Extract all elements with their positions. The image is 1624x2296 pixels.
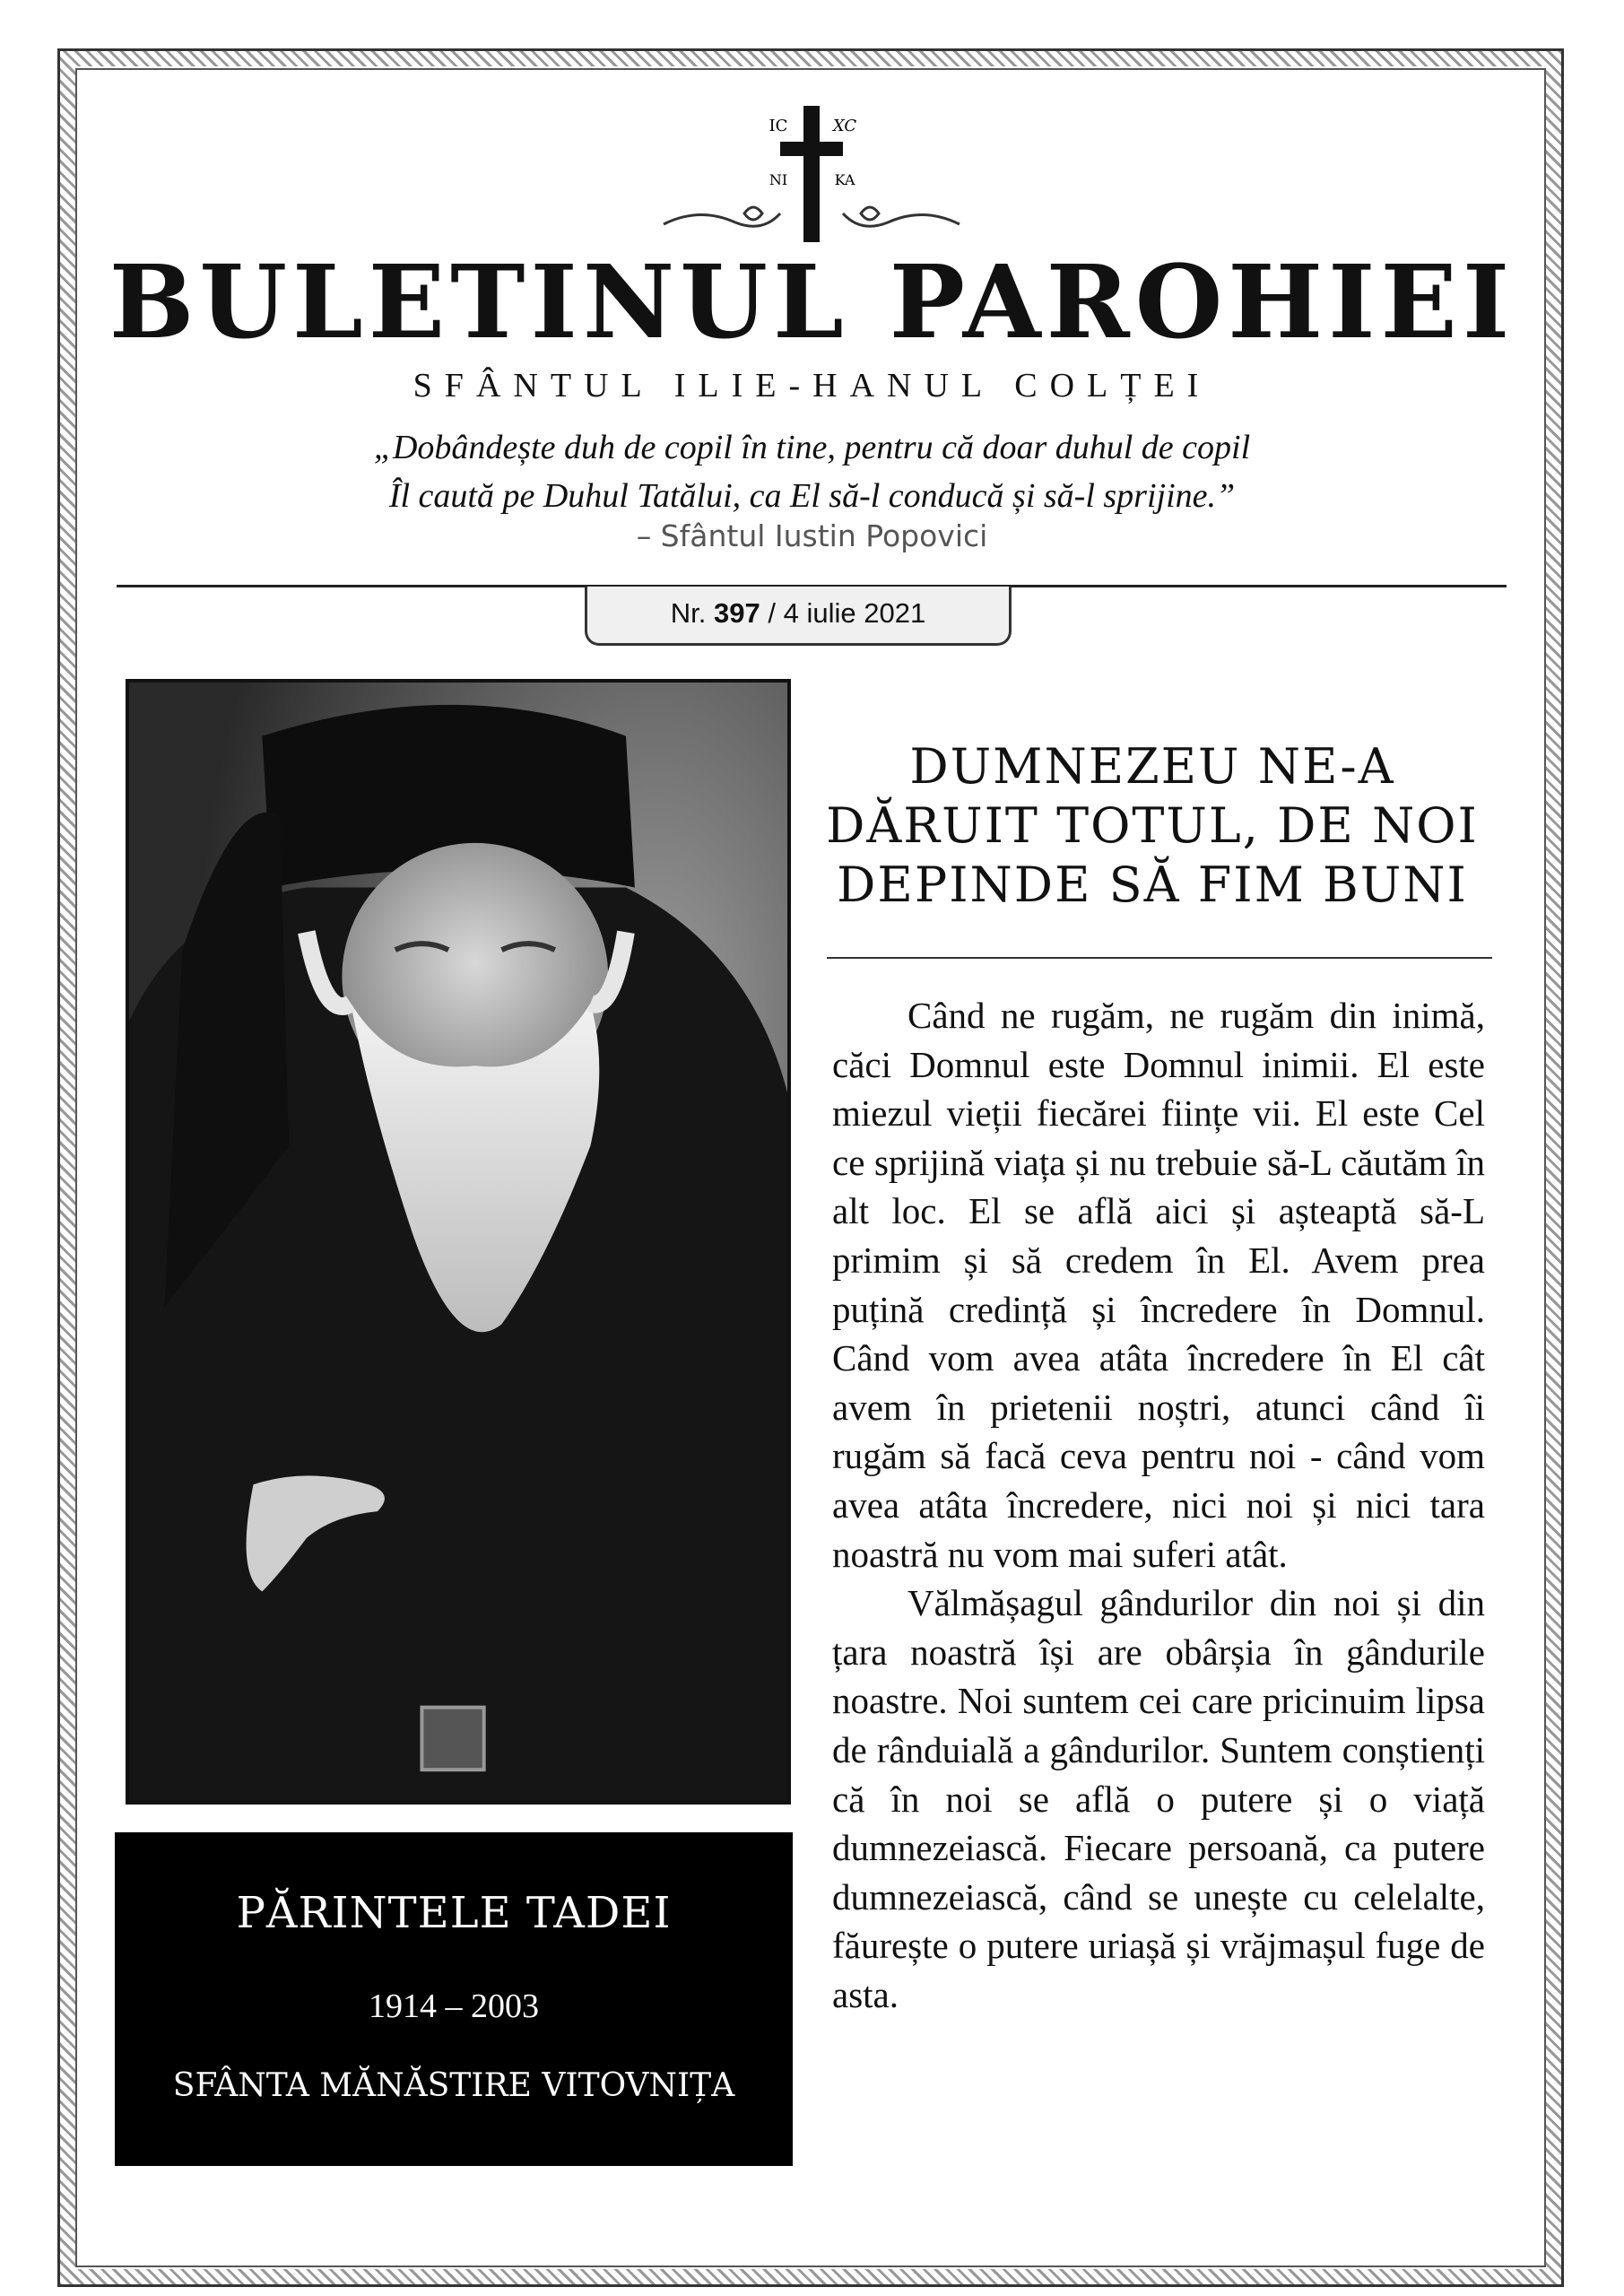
quote-line-2: Îl caută pe Duhul Tatălui, ca El să-l conducă și să-l sprijine.” — [388, 477, 1236, 515]
issue-number: 397 — [714, 597, 760, 629]
issue-prefix: Nr. — [670, 597, 707, 629]
issue-date: / 4 iulie 2021 — [760, 597, 926, 629]
article-title — [825, 737, 1480, 915]
quote-line-1: „Dobândește duh de copil în tine, pentru că doar duhul de copil — [373, 429, 1251, 466]
caption-years: 1914 – 2003 — [369, 1987, 539, 2025]
portrait-caption — [115, 1832, 793, 2166]
svg-text:IC: IC — [769, 117, 788, 135]
issue-tab — [585, 587, 1012, 646]
svg-text:NI: NI — [769, 171, 788, 188]
article-paragraph-1: Când ne rugăm, ne rugăm din inimă, căci Domnul este Domnul inimii. El este miezul vieții fiecărei ființe vii. El este Cel ce sprijină viața și nu trebuie să-L căutăm în alt loc. El se află aici și așteaptă să-L primim și să credem în El. Avem prea puțină credință și încredere în Domnul. Când vom avea atâta încredere în El cât avem în prietenii noștri, atunci când îi rugăm să facă ceva pentru noi - când vom avea atâta încredere, nici noi și nici tara noastră nu vom mai suferi atât. — [832, 995, 1485, 1575]
cross-icon — [646, 99, 977, 251]
article-body — [832, 991, 1485, 2019]
parish-subtitle: SFÂNTUL ILIE-HANUL COLȚEI — [413, 367, 1211, 404]
article-title-line-2: DĂRUIT TOTUL, DE NOI — [826, 797, 1479, 854]
caption-place: SFÂNTA MĂNĂSTIRE VITOVNIȚA — [172, 2067, 735, 2104]
portrait-photo — [126, 679, 791, 1805]
monk-portrait-image — [129, 683, 787, 1801]
bulletin-title: BULETINUL PAROHIEI — [109, 244, 1515, 361]
article-divider — [827, 957, 1492, 959]
cross-emblem — [646, 99, 977, 251]
article-title-line-1: DUMNEZEU NE-A — [909, 738, 1395, 795]
svg-text:XC: XC — [832, 117, 857, 135]
caption-name: PĂRINTELE TADEI — [236, 1888, 672, 1938]
article-title-line-3: DEPINDE SĂ FIM BUNI — [837, 857, 1468, 913]
svg-text:KA: KA — [834, 171, 855, 188]
epigraph-quote — [0, 423, 1624, 520]
quote-author: – Sfântul Iustin Popovici — [636, 518, 988, 553]
article-paragraph-2: Vălmășagul gândurilor din noi și din țara noastră își are obârșia în gândurile noastre. Noi suntem cei care pricinuim lipsa de rânduială a gândurilor. Suntem conștienți că în noi se află o putere și o viață dumnezeiască. Fiecare persoană, ca putere dumnezeiască, când se unește cu celelalte, făurește o putere uriașă și vrăjmașul fuge de asta. — [832, 1582, 1485, 2015]
